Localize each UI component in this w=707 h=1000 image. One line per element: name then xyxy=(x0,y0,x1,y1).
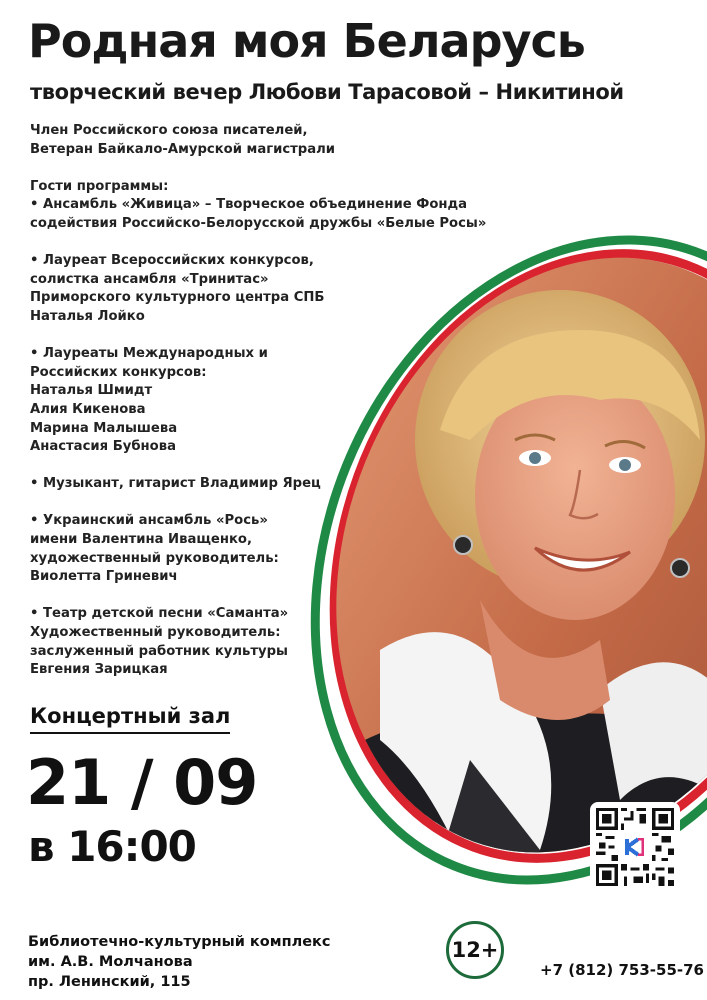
info-line: Марина Малышева xyxy=(30,420,178,436)
info-spacer xyxy=(30,327,530,346)
info-spacer xyxy=(30,587,530,606)
info-spacer xyxy=(30,234,530,253)
info-line: Член Российского союза писателей, xyxy=(30,123,308,138)
info-line: • Ансамбль «Живица» – Творческое объединение Фонда xyxy=(30,197,468,213)
info-line: содействия Российско-Белорусской дружбы «Белые Росы» xyxy=(30,215,487,231)
venue-line: им. А.В. Молчанова xyxy=(28,954,193,970)
program-info xyxy=(30,122,530,680)
info-line: • Лауреат Всероссийских конкурсов, xyxy=(30,253,314,269)
event-time: в 16:00 xyxy=(28,822,196,871)
page-title: Родная моя Беларусь xyxy=(28,14,585,68)
info-line: Наталья Лойко xyxy=(30,308,145,324)
concert-hall-label: Концертный зал xyxy=(30,704,230,734)
info-line: • Театр детской песни «Саманта» xyxy=(30,606,289,622)
info-line: Приморского культурного центра СПБ xyxy=(30,290,325,306)
info-spacer xyxy=(30,457,530,476)
info-spacer xyxy=(30,159,530,178)
age-rating-badge: 12+ xyxy=(446,921,504,979)
info-line: Ветеран Байкало-Амурской магистрали xyxy=(30,141,336,157)
info-line: Алия Кикенова xyxy=(30,401,146,417)
info-line: имени Валентина Иващенко, xyxy=(30,532,252,548)
venue-address xyxy=(28,932,331,992)
info-line: • Украинский ансамбль «Рось» xyxy=(30,513,268,529)
qr-code-icon xyxy=(596,808,674,886)
info-line: • Музыкант, гитарист Владимир Ярец xyxy=(30,476,321,492)
info-line: Гости программы: xyxy=(30,178,169,194)
venue-line: пр. Ленинский, 115 xyxy=(28,974,191,990)
event-date: 21 / 09 xyxy=(26,746,258,819)
info-line: Российских конкурсов: xyxy=(30,364,207,380)
info-line: Анастасия Бубнова xyxy=(30,439,176,455)
info-line: солистка ансамбля «Тринитас» xyxy=(30,271,269,287)
info-line: заслуженный работник культуры xyxy=(30,643,288,659)
info-line: Виолетта Гриневич xyxy=(30,569,178,585)
info-line: Художественный руководитель: xyxy=(30,625,281,641)
info-line: • Лауреаты Международных и xyxy=(30,346,268,362)
venue-line: Библиотечно-культурный комплекс xyxy=(28,934,331,950)
phone-number[interactable]: +7 (812) 753-55-76 xyxy=(540,961,704,979)
info-line: Евгения Зарицкая xyxy=(30,662,168,678)
page-subtitle: творческий вечер Любови Тарасовой – Никитиной xyxy=(30,80,624,104)
qr-code[interactable] xyxy=(590,802,680,892)
info-line: художественный руководитель: xyxy=(30,550,279,566)
info-spacer xyxy=(30,494,530,513)
info-line: Наталья Шмидт xyxy=(30,383,153,399)
